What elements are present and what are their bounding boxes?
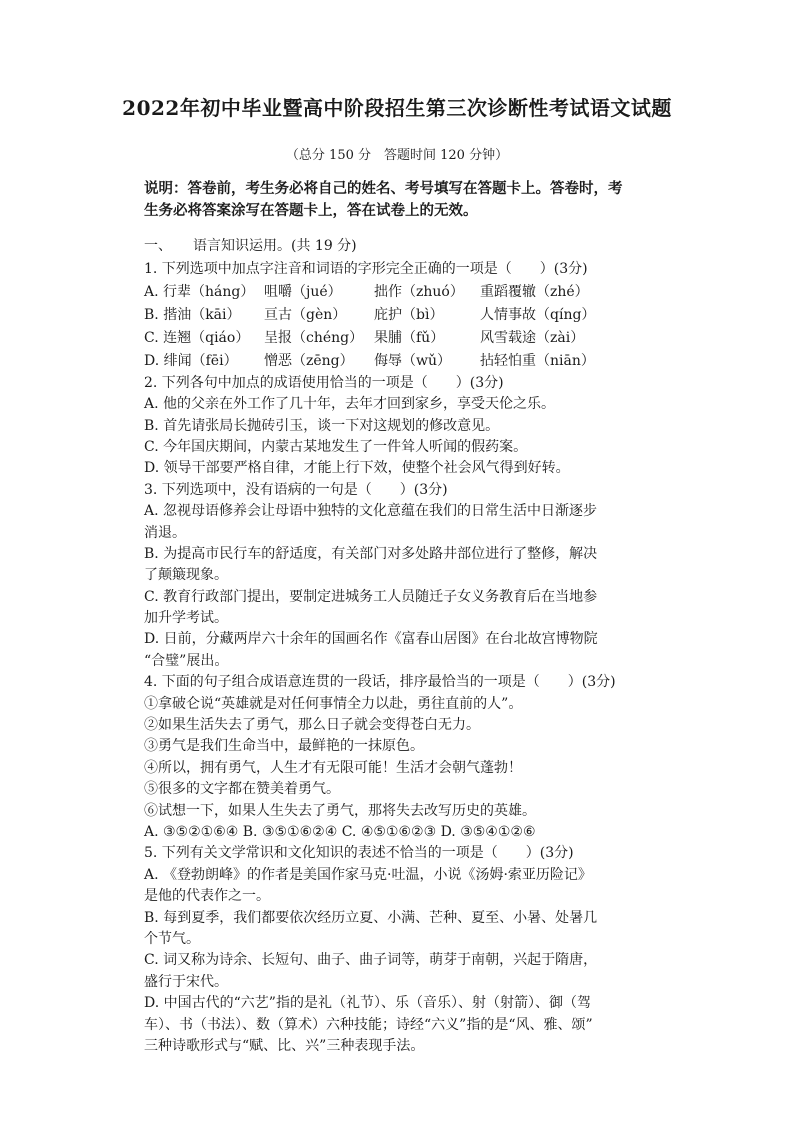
option-word: 人情事故（qíng）	[480, 306, 596, 323]
option-row-d	[144, 350, 644, 373]
option-word: 庇护（bì）	[374, 306, 444, 323]
exam-subtitle: （总分 150 分 答题时间 120 分钟）	[285, 148, 509, 163]
option-word: 果脯（fǔ）	[374, 329, 445, 346]
question-line: A. 他的父亲在外工作了几十年，去年才回到家乡，享受天伦之乐。	[144, 396, 556, 413]
question-line: 消退。	[144, 524, 186, 541]
option-word: D. 绯闻（fēi）	[144, 352, 238, 369]
question-line: B. 首先请张局长抛砖引玉，谈一下对这规划的修改意见。	[144, 417, 500, 434]
question-line: D. 中国古代的“六艺”指的是礼（礼节）、乐（音乐）、射（射箭）、御（驾	[144, 995, 591, 1012]
question-line: 2. 下列各句中加点的成语使用恰当的一项是（ ）(3分)	[144, 374, 504, 391]
option-word: 重蹈覆辙（zhé）	[480, 283, 589, 300]
question-line: “合璧”展出。	[144, 652, 229, 669]
question-line: ⑥试想一下，如果人生失去了勇气，那将失去改写历史的英雄。	[144, 802, 536, 819]
question-5	[144, 843, 644, 1057]
question-line: 个节气。	[144, 930, 200, 947]
option-word: A. 行辈（háng）	[144, 283, 255, 300]
question-line: ①拿破仑说“英雄就是对任何事情全力以赴，勇往直前的人”。	[144, 695, 523, 712]
option-row-c	[144, 327, 644, 350]
question-line: ⑤很多的文字都在赞美着勇气。	[144, 781, 340, 798]
question-line: 了颠簸现象。	[144, 567, 228, 584]
exam-title: 2022年初中毕业暨高中阶段招生第三次诊断性考试语文试题	[122, 96, 672, 120]
question-line: B. 每到夏季，我们都要依次经历立夏、小满、芒种、夏至、小暑、处暑几	[144, 909, 598, 926]
question-line: 3. 下列选项中，没有语病的一句是（ ）(3分)	[144, 481, 448, 498]
question-line: A. 忽视母语修养会让母语中独特的文化意蕴在我们的日常生活中日渐逐步	[144, 503, 598, 520]
question-line: D. 日前，分藏两岸六十余年的国画名作《富春山居图》在台北故宫博物院	[144, 631, 598, 648]
question-line: ②如果生活失去了勇气，那么日子就会变得苍白无力。	[144, 717, 480, 734]
section-heading: 一、 语言知识运用。(共 19 分)	[144, 238, 357, 254]
questions	[144, 236, 644, 1057]
question-line: ④所以，拥有勇气，人生才有无限可能！生活才会朝气蓬勃！	[144, 759, 522, 776]
question-line: 4. 下面的句子组合成语意连贯的一段话，排序最恰当的一项是（ ）(3分)	[144, 674, 616, 691]
question-line: A. ③⑤②①⑥④ B. ③⑤①⑥②④ C. ④⑤①⑥②③ D. ③⑤④①②⑥	[144, 823, 536, 840]
question-line: B. 为提高市民行车的舒适度，有关部门对多处路井部位进行了整修，解决	[144, 545, 598, 562]
question-line: C. 词又称为诗余、长短句、曲子、曲子词等，萌芽于南朝，兴起于隋唐，	[144, 952, 598, 969]
question-1-stem: 1. 下列选项中加点字注音和词语的字形完全正确的一项是（ ）(3分)	[144, 261, 588, 278]
option-word: 呈报（chéng）	[264, 329, 364, 346]
question-line: 盛行于宋代。	[144, 973, 228, 990]
option-row-a	[144, 281, 644, 304]
question-line: 三种诗歌形式与“赋、比、兴”三种表现手法。	[144, 1037, 425, 1054]
option-word: 拙作（zhuó）	[374, 283, 464, 300]
question-line: 是他的代表作之一。	[144, 888, 270, 905]
question-2	[144, 373, 644, 480]
question-line: 车）、书（书法）、数（算术）六种技能；诗经“六义”指的是“风、雅、颂”	[144, 1016, 593, 1033]
option-word: 憎恶（zēng）	[264, 352, 354, 369]
option-word: 风雪载途（zài）	[480, 329, 585, 346]
question-line: 加升学考试。	[144, 610, 228, 627]
option-word: 亘古（gèn）	[264, 306, 347, 323]
question-4	[144, 672, 644, 843]
option-word: C. 连翘（qiáo）	[144, 329, 250, 346]
instructions-line: 说明：答卷前，考生务必将自己的姓名、考号填写在答题卡上。答卷时，考	[144, 180, 623, 197]
question-line: C. 教育行政部门提出，要制定进城务工人员随迁子女义务教育后在当地参	[144, 588, 598, 605]
question-1-options	[144, 281, 644, 373]
instructions-line: 生务必将答案涂写在答题卡上，答在试卷上的无效。	[144, 202, 478, 219]
option-word: 咀嚼（jué）	[264, 283, 342, 300]
option-word: 侮辱（wǔ）	[374, 352, 451, 369]
instructions	[144, 178, 644, 222]
question-line: 5. 下列有关文学常识和文化知识的表述不恰当的一项是（ ）(3分)	[144, 845, 574, 862]
question-3	[144, 480, 644, 673]
question-line: ③勇气是我们生命当中，最鲜艳的一抹原色。	[144, 738, 424, 755]
question-line: A. 《登勃朗峰》的作者是美国作家马克·吐温，小说《汤姆·索亚历险记》	[144, 866, 592, 883]
question-line: C. 今年国庆期间，内蒙古某地发生了一件耸人听闻的假药案。	[144, 438, 528, 455]
option-row-b	[144, 304, 644, 327]
option-word: 拈轻怕重（niān）	[480, 352, 595, 369]
question-line: D. 领导干部要严格自律，才能上行下效，使整个社会风气得到好转。	[144, 460, 570, 477]
option-word: B. 揩油（kāi）	[144, 306, 241, 323]
